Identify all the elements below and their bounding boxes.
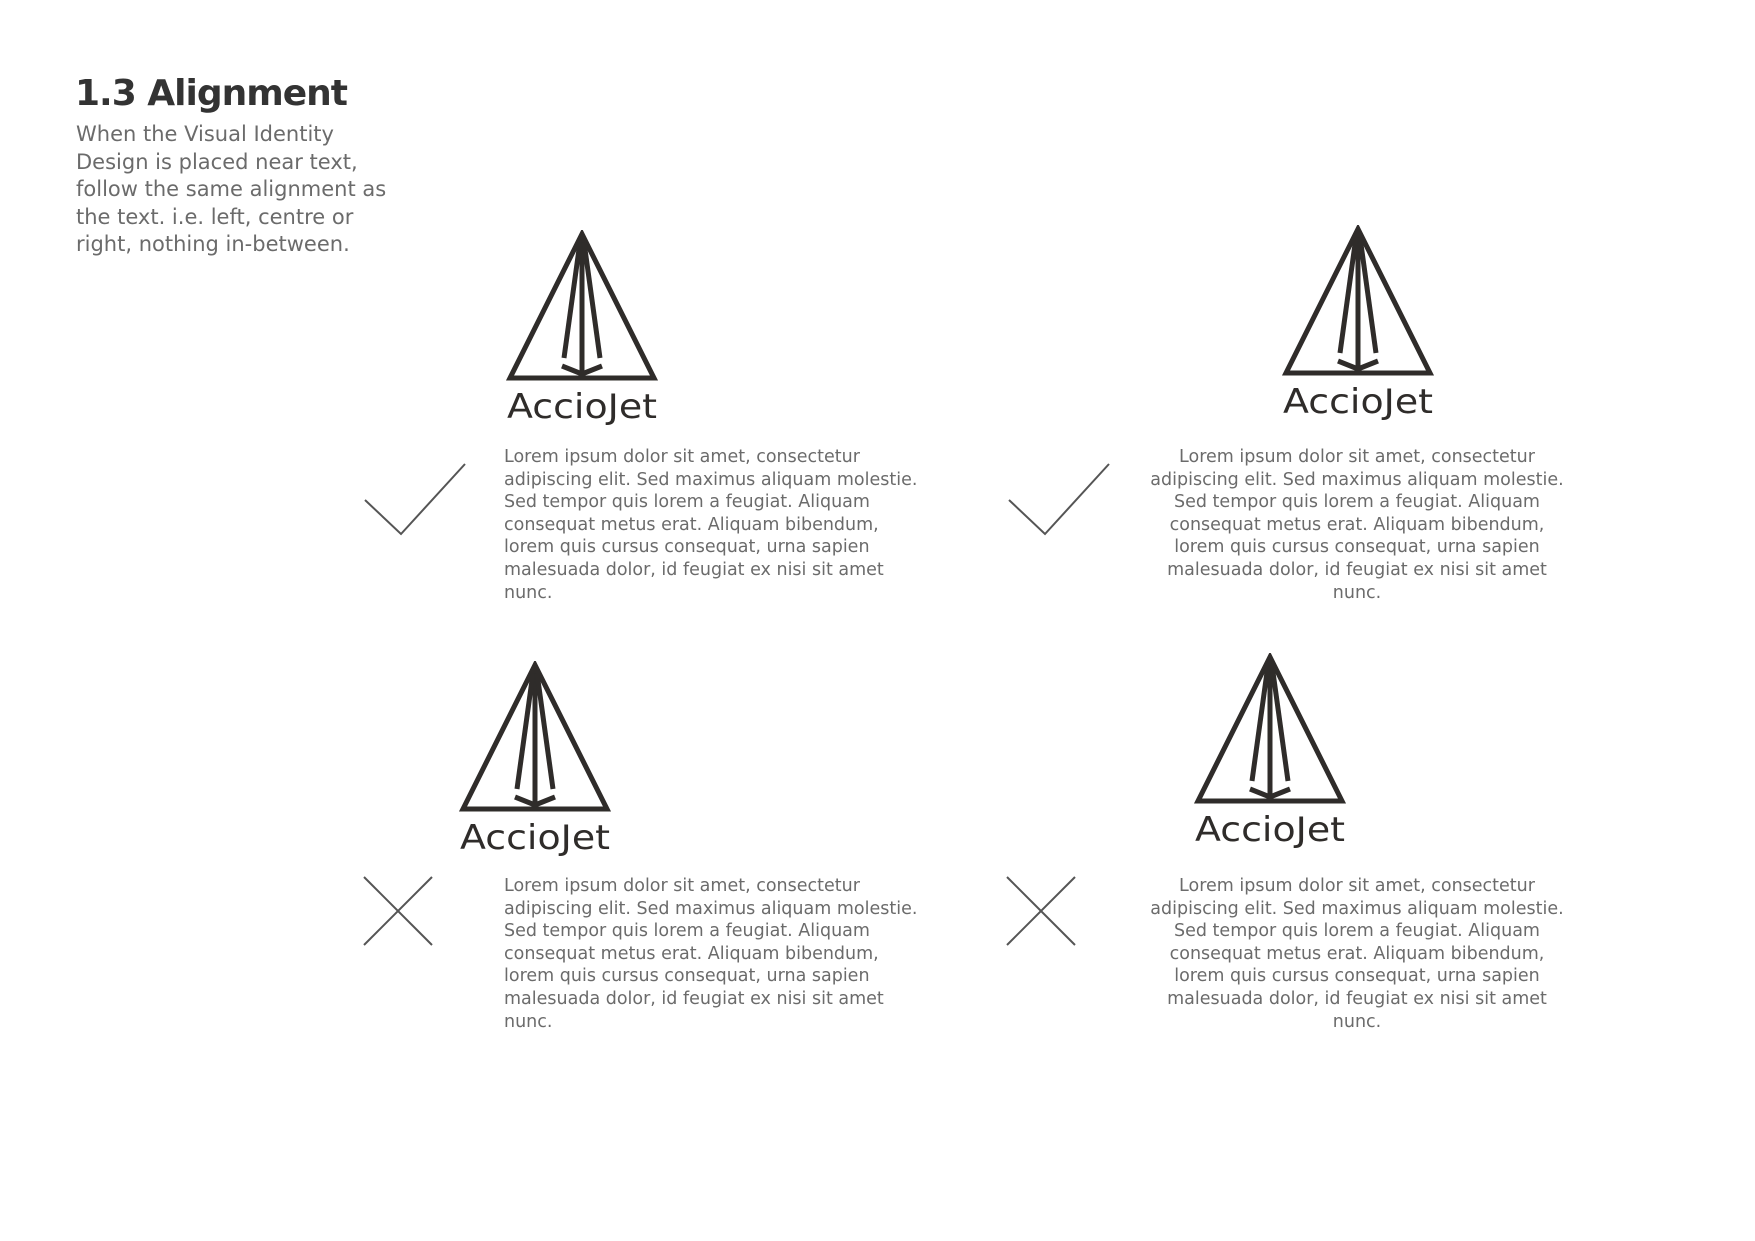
checkmark-icon: [363, 462, 467, 536]
logo-wordmark: AccioJet: [507, 387, 657, 426]
page-title: 1.3 Alignment: [75, 73, 348, 114]
logo-wordmark: AccioJet: [1283, 382, 1433, 421]
sample-paragraph: Lorem ipsum dolor sit amet, consectetur adipiscing elit. Sed maximus aliquam molestie. Sed tempor quis lorem a feugiat. Aliquam consequat metus erat. Aliquam bibendum, lorem quis cursus consequat, urna sapien malesuada dolor, id feugiat ex nisi sit amet nunc.: [504, 876, 918, 1032]
cross-icon: [1005, 875, 1077, 947]
checkmark-icon: [1007, 462, 1111, 536]
cross-icon: [362, 875, 434, 947]
sample-paragraph: Lorem ipsum dolor sit amet, consectetur adipiscing elit. Sed maximus aliquam molestie. Sed tempor quis lorem a feugiat. Aliquam consequat metus erat. Aliquam bibendum, lorem quis cursus consequat, urna sapien malesuada dolor, id feugiat ex nisi sit amet nunc.: [1150, 876, 1564, 1032]
logo-wordmark: AccioJet: [1195, 810, 1345, 849]
sample-paragraph: Lorem ipsum dolor sit amet, consectetur adipiscing elit. Sed maximus aliquam molestie. Sed tempor quis lorem a feugiat. Aliquam consequat metus erat. Aliquam bibendum, lorem quis cursus consequat, urna sapien malesuada dolor, id feugiat ex nisi sit amet nunc.: [1150, 447, 1564, 603]
acciojet-logo: [1280, 225, 1436, 421]
acciojet-logo: [504, 230, 660, 426]
acciojet-logo: [457, 661, 613, 857]
logo-wordmark: AccioJet: [460, 818, 610, 857]
acciojet-logo: [1192, 653, 1348, 849]
sample-paragraph: Lorem ipsum dolor sit amet, consectetur adipiscing elit. Sed maximus aliquam molestie. Sed tempor quis lorem a feugiat. Aliquam consequat metus erat. Aliquam bibendum, lorem quis cursus consequat, urna sapien malesuada dolor, id feugiat ex nisi sit amet nunc.: [504, 447, 918, 603]
intro-text: When the Visual Identity Design is placed near text, follow the same alignment as the text. i.e. left, centre or right, nothing in-between.: [76, 122, 387, 256]
